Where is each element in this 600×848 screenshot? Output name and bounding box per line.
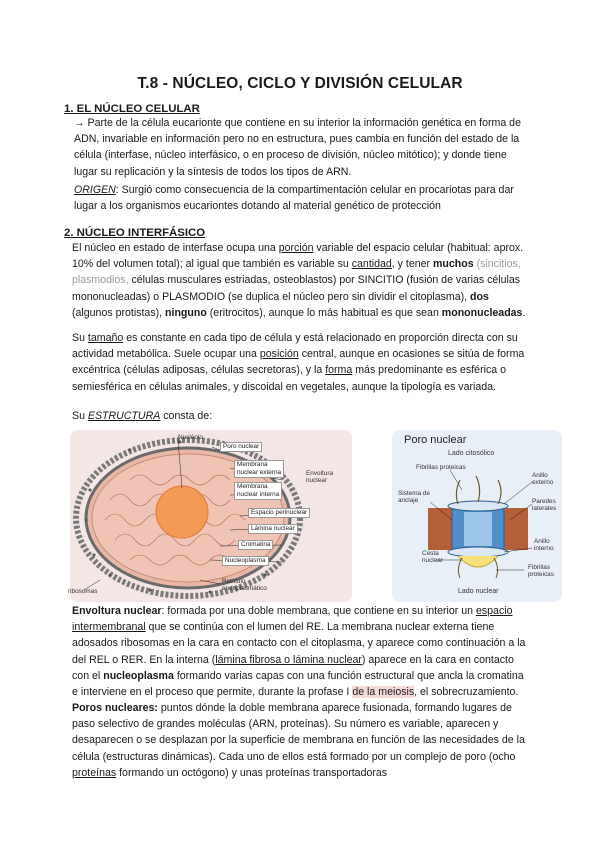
text-run: formando un octógono) y unas proteínas transportadoras (116, 766, 388, 779)
bold-term: mononucleadas (441, 306, 523, 319)
pore-channel (464, 512, 492, 546)
nuclear-basket (458, 556, 498, 567)
text-run: formando varias capas con una función estructural que ancla la cromatina e interviene en el proceso que permite, durante la profase I (72, 669, 524, 699)
underlined-term: lámina fibrosa o lámina nuclear (215, 653, 362, 666)
label-membrana-interna: Membrana nuclear interna (234, 482, 282, 500)
text-run: consta de: (160, 410, 213, 422)
label-cesta-nuclear: Cesta nuclear (422, 550, 443, 564)
text-run: Su (72, 410, 88, 422)
section-heading-nucleo-interfasico: 2. NÚCLEO INTERFÁSICO (64, 227, 206, 239)
gray-text-run: (sincitios, plasmodios, (72, 258, 521, 287)
text-run: ) aparece en la cara en contacto con el (72, 653, 514, 682)
inner-ring (448, 547, 508, 557)
origen-label: ORIGEN (74, 184, 116, 196)
membrane-right (504, 508, 528, 550)
text-run: (algunos protistas), (72, 306, 166, 319)
label-fibrillas-proteicas-bottom: Fibrillas proteicas (528, 564, 554, 578)
nucleus-figure (70, 430, 560, 602)
label-anillo-externo: Anillo externo (532, 472, 554, 486)
underlined-term: proteínas (72, 766, 117, 779)
underlined-term: tamaño (87, 332, 124, 344)
underlined-term: espacio intermembranal (72, 605, 513, 634)
text-run: variable del espacio celular (habitual: aprox. 10% del volumen total); al igual que también es variable su (72, 242, 524, 271)
label-lado-nuclear: Lado nuclear (458, 588, 499, 595)
paragraph-estructura (72, 408, 532, 424)
underlined-term: ESTRUCTURA (87, 410, 161, 422)
paragraph-interfase (72, 240, 532, 321)
text-run: , y tener (391, 258, 434, 271)
bold-term: Envoltura nuclear (72, 605, 162, 617)
label-nucleolo: Nucléolo (178, 434, 203, 441)
label-poro-nuclear: Poro nuclear (220, 442, 262, 452)
text-run: es constante en cada tipo de célula y está relacionado en proporción directa con su actividad metabólica. Suele ocupar una (72, 332, 518, 361)
underlined-term: posición (259, 348, 299, 361)
cytoplasmic-fibrils (456, 476, 501, 504)
text-run: , el sobrecruzamiento. (414, 686, 519, 699)
label-poro-title: Poro nuclear (404, 434, 467, 446)
label-reticulo-endoplasmatico: Retículo endoplasmático (222, 578, 267, 592)
text-run: células musculares estriadas, osteoblastos) por SINCITIO (fusión de varias células mononucleadas) o PLASMODIO (se duplica el núcleo pero sin dividir el citoplasma), (72, 274, 521, 303)
text-run: que se continúa con el lumen del RE. La membrana nuclear externa tiene adosados ribosomas en la cara en contacto con el citoplasma, y aparece como continuación a la del REL o RER. En la interna ( (72, 621, 526, 666)
nucleus-diagram (70, 430, 352, 602)
text-run: . (522, 306, 526, 319)
paragraph-envoltura-nuclear (72, 603, 532, 700)
label-lado-citosolico: Lado citosólico (448, 450, 495, 457)
label-lamina-nuclear: Lámina nuclear (248, 524, 298, 534)
label-paredes-laterales: Paredes laterales (532, 498, 557, 512)
label-anillo-interno: Anillo interno (534, 538, 554, 552)
underlined-term: porción (278, 242, 314, 254)
bold-term: nucleoplasma (103, 669, 174, 682)
bold-term: ninguno (165, 306, 207, 319)
origen-text: : Surgió como consecuencia de la compartimentación celular en procariotas para dar lugar a los organismos eucariontes dotando al material genético de protección (74, 184, 514, 213)
section-heading-nucleo-celular: 1. EL NÚCLEO CELULAR (64, 103, 200, 115)
label-envoltura-nuclear: Envoltura nuclear (306, 470, 333, 484)
bold-term: dos (470, 290, 489, 303)
text-run: El núcleo en estado de interfase ocupa una (72, 242, 279, 254)
text-run: (eritrocitos), aunque lo más habitual es que sean (206, 306, 442, 319)
bold-term: Poros nucleares: (72, 702, 158, 714)
membrane-left (428, 508, 452, 550)
text-run: : formada por una doble membrana, que contiene en su interior un (161, 605, 476, 617)
label-ribosomas: ribosomas (68, 588, 98, 595)
label-fibrillas-proteicas-top: Fibrillas proteicas (416, 464, 466, 471)
label-nucleoplasma: Nucleoplasma (222, 556, 269, 566)
text-run: más predominante es esférica o semiesférica en células animales, y discoidal en vegetales, aunque la tipología es variada. (72, 364, 506, 393)
label-membrana-externa: Membrana nuclear externa (234, 460, 284, 478)
label-espacio-perinuclear: Espacio perinuclear (248, 508, 310, 518)
paragraph-poros-nucleares (72, 700, 532, 781)
paragraph-definition: → Parte de la célula eucarionte que contiene en su interior la información genética en forma de ADN, invariable en información pero no en estructura, pues cambia en función del estado de la célula (interfase, núcleo interfásico, o en proceso de división, núcleo mitótico); y donde tiene lugar su replicación y la síntesis de todos los tipos de ARN. (74, 117, 521, 178)
label-cromatina: Cromatina (238, 540, 273, 550)
underlined-term: cantidad (351, 258, 392, 271)
paragraph-origen (74, 182, 529, 214)
text-run: puntos dónde la doble membrana aparece fusionada, formando lugares de paso selectivo de grandes moléculas (ARN, proteínas). Su número es variable, aparecen y desaparecen o se desplazan por la superficie de membrana en función de las necesidades de la célula (estructuras dinámicas). Cada uno de ellos está formado por un complejo de poro (ocho (72, 702, 525, 763)
text-run: Su (72, 332, 88, 344)
bold-term: muchos (433, 258, 474, 271)
paragraph-tamano (72, 330, 532, 395)
nuclear-pore-diagram (392, 430, 562, 602)
text-run: central, aunque en ocasiones se sitúa de forma excéntrica (células adiposas, células secretoras), y la (72, 348, 525, 377)
label-sistema-anclaje: Sistema de anclaje (398, 490, 430, 504)
page-title: T.8 - NÚCLEO, CICLO Y DIVISIÓN CELULAR (137, 75, 463, 92)
nucleolus (156, 486, 208, 538)
highlighted-term: de la meiosis (352, 686, 415, 699)
underlined-term: forma (325, 364, 353, 377)
